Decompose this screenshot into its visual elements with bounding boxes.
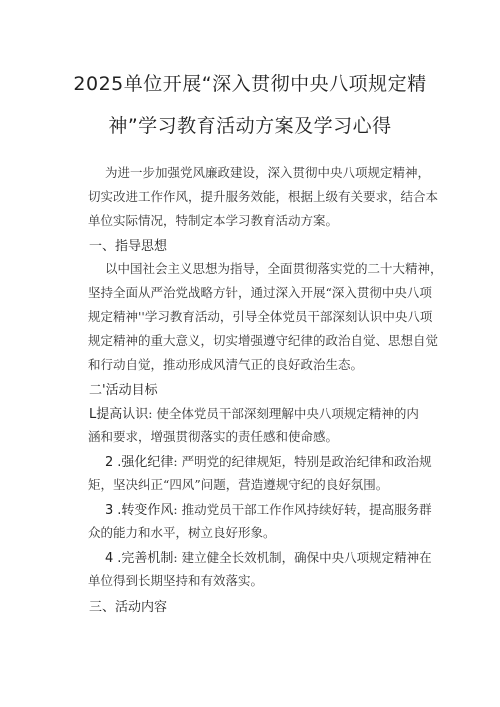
- section1-line-1: 以中国社会主义思想为指导，全面贯彻落实党的二十大精神，: [105, 261, 443, 276]
- section-heading-guiding-ideology: 一、指导思想: [89, 239, 168, 254]
- goal-2-label: .强化纪律: [117, 455, 174, 470]
- goal-3-label: .转变作风: [117, 503, 174, 518]
- goal-1-line-1: [89, 403, 419, 422]
- goal-3-line-1: [105, 499, 432, 518]
- goal-3-number: 3: [105, 503, 114, 518]
- goal-4-line-1: [105, 547, 432, 566]
- goal-4-label: .完善机制: [117, 551, 174, 566]
- intro-line-2: 切实改进工作作风，提升服务效能，根据上级有关要求，结合本: [88, 189, 439, 204]
- goal-4-line-2: 单位得到长期坚持和有效落实。: [88, 573, 264, 588]
- section1-line-5: 和行动自觉，推动形成风清气正的良好政治生态。: [88, 357, 364, 372]
- intro-line-1: 为进一步加强党风廉政建设，深入贯彻中央八项规定精神，: [105, 165, 431, 180]
- goal-4-number: 4: [105, 551, 114, 566]
- document-title-line-1: 2025单位开展“深入贯彻中央八项规定精: [73, 73, 427, 95]
- goal-2-line-2: 矩，坚决纠正“四风”问题，营造遵规守纪的良好氛围。: [88, 477, 389, 492]
- goal-2-number: 2: [105, 455, 114, 470]
- section-heading-activity-content: 三、活动内容: [89, 600, 168, 615]
- goal-3-line-2: 众的能力和水平，树立良好形象。: [88, 525, 276, 540]
- document-title-line-2: 神”学习教育活动方案及学习心得: [108, 115, 392, 137]
- intro-line-3: 单位实际情况，特制定本学习教育活动方案。: [88, 213, 339, 228]
- goal-1-text: : 使全体党员干部深刻理解中央八项规定精神的内: [148, 406, 419, 421]
- goal-2-text: : 严明党的纪律规矩，特别是政治纪律和政治规: [173, 454, 432, 469]
- goal-3-text: : 推动党员干部工作作风持续好转，提高服务群: [173, 502, 432, 517]
- goal-4-text: : 建立健全长效机制，确保中央八项规定精神在: [173, 550, 432, 565]
- section-heading-activity-goals: 二'活动目标: [89, 383, 158, 398]
- goal-1-line-2: 涵和要求，增强贯彻落实的责任感和使命感。: [88, 429, 339, 444]
- goal-2-line-1: [105, 451, 432, 470]
- section1-line-2: 坚持全面从严治党战略方针，通过深入开展“深入贯彻中央八项: [88, 285, 432, 300]
- section1-line-4: 规定精神的重大意义，切实增强遵守纪律的政治自觉、思想自觉: [88, 333, 439, 348]
- goal-1-label: L提高认识: [89, 407, 149, 422]
- section1-line-3: 规定精神''学习教育活动，引导全体党员干部深刻认识中央八项: [88, 309, 433, 324]
